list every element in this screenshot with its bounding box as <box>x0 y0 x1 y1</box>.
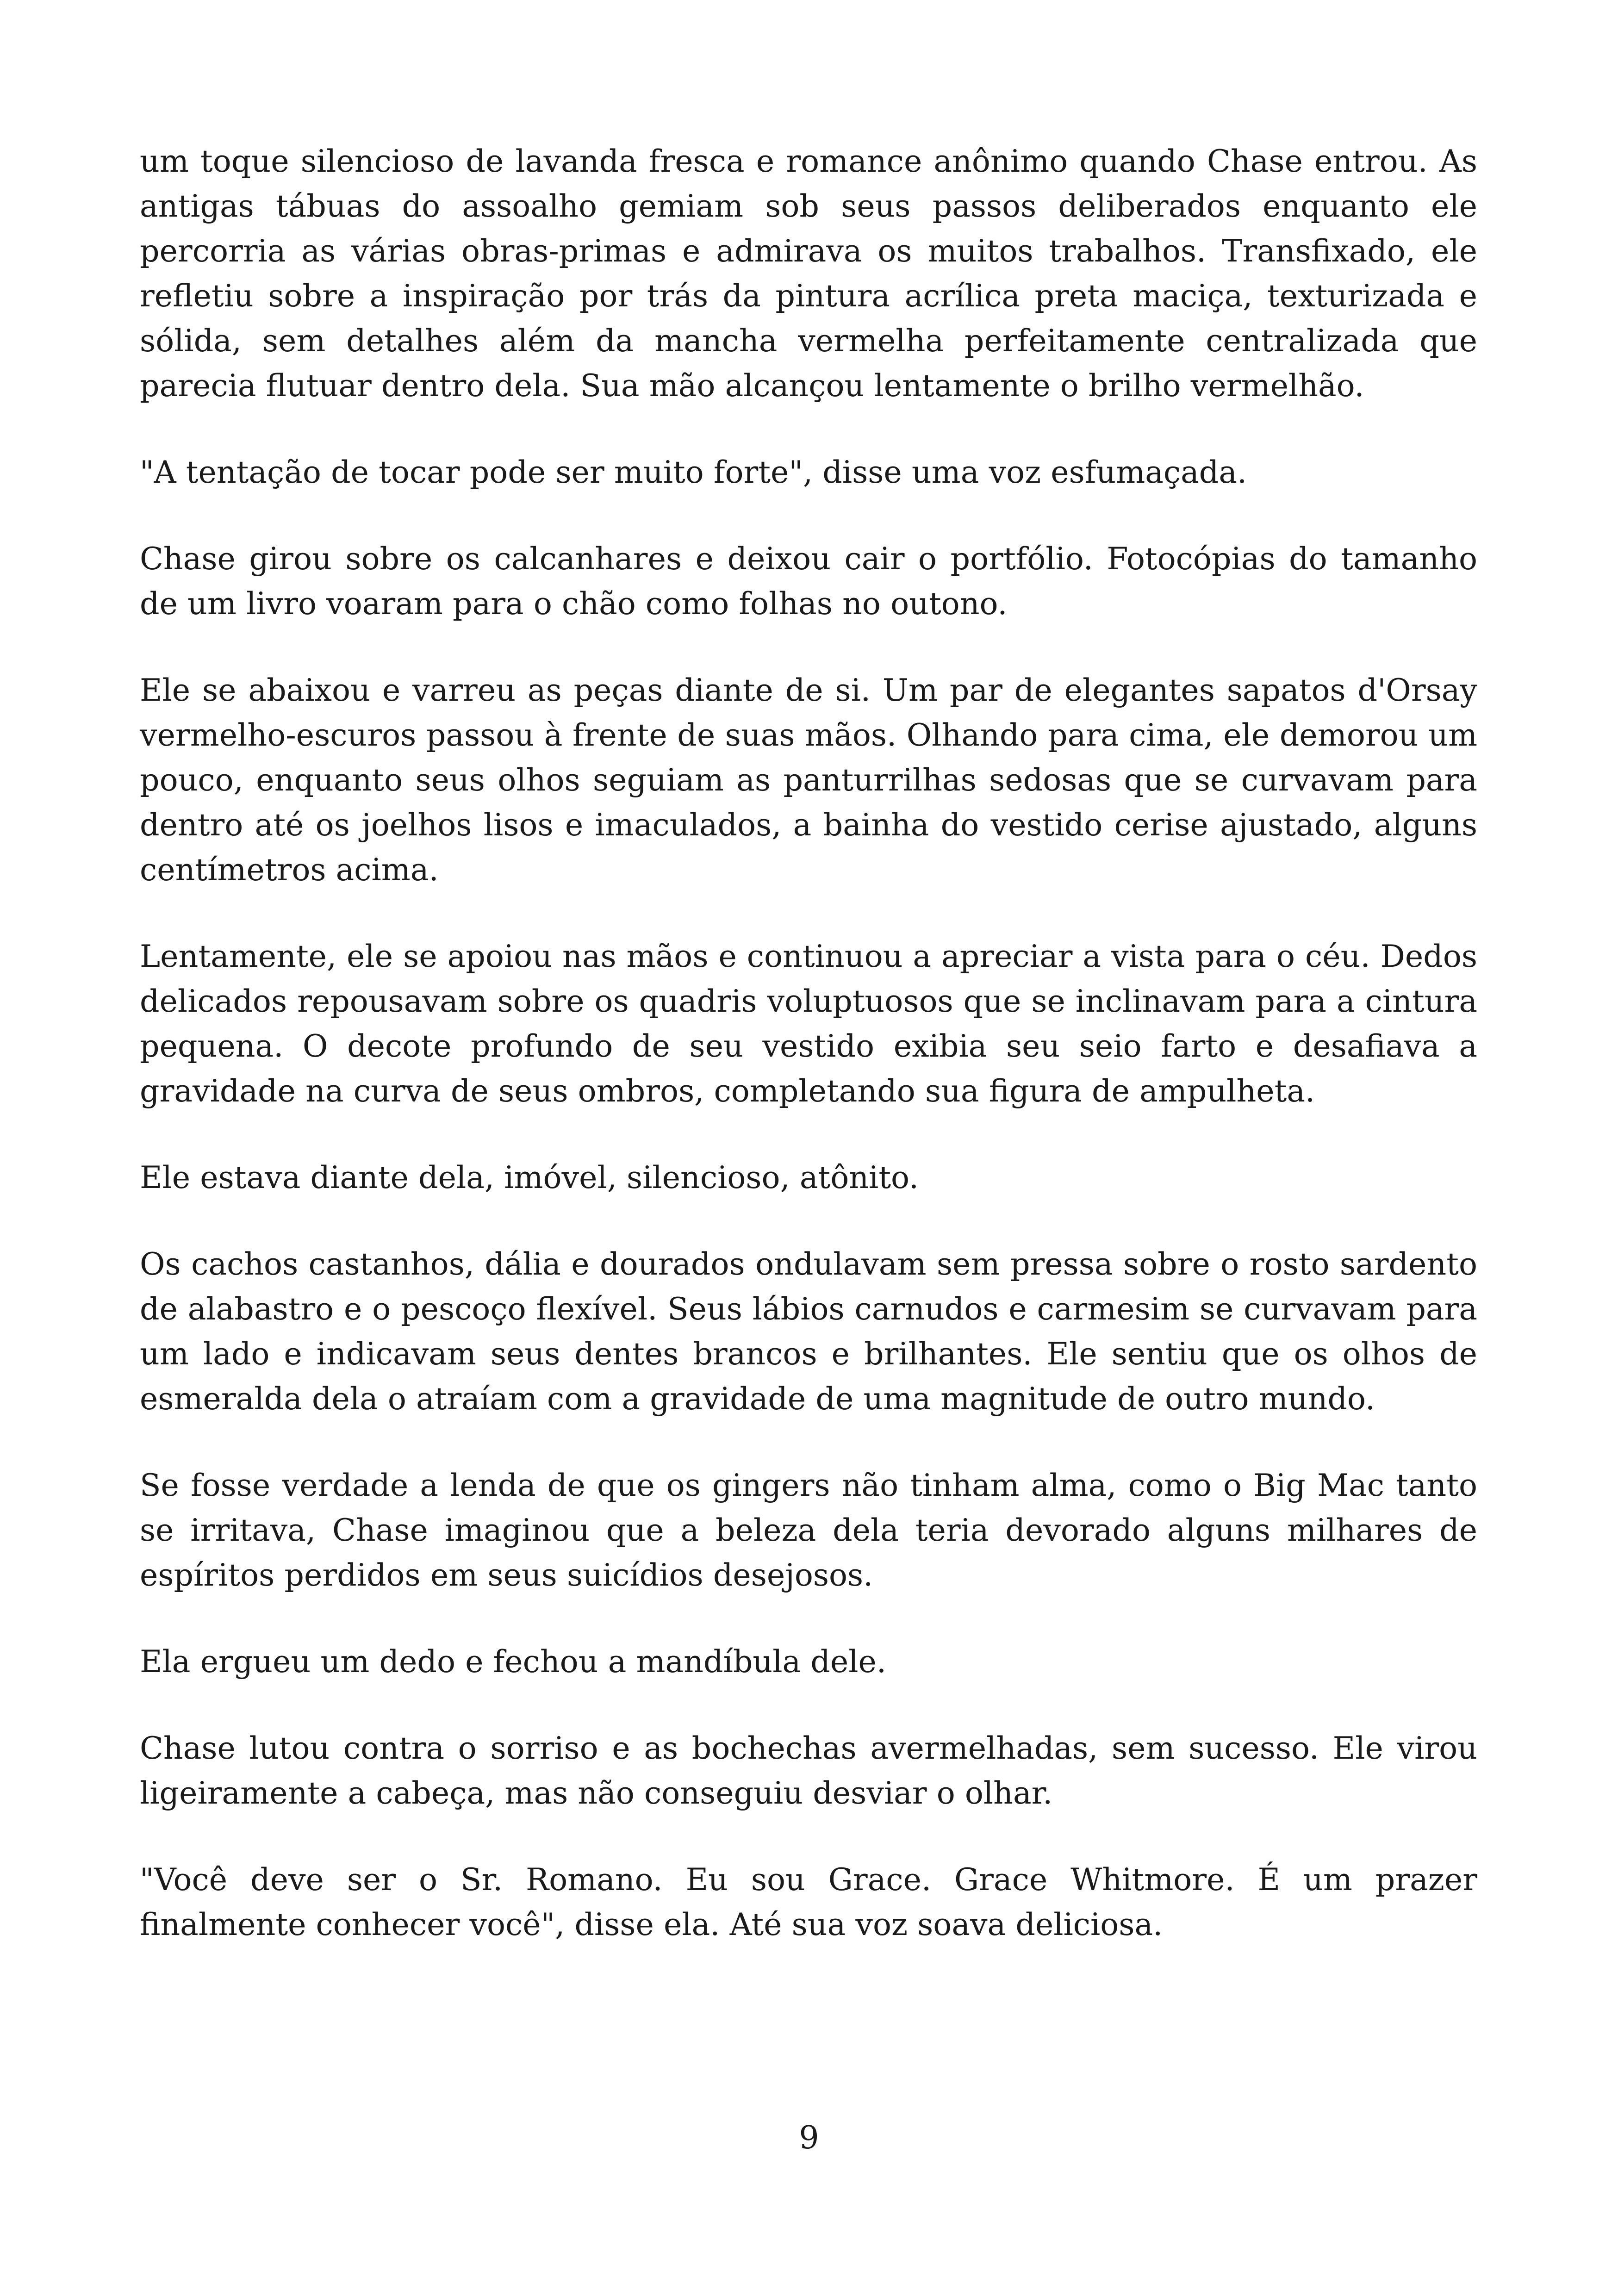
paragraph-5: Lentamente, ele se apoiou nas mãos e continuou a apreciar a vista para o céu. Dedos delicados repousavam sobre os quadris voluptuosos que se inclinavam para a cintura pequena. O decote profundo de seu vestido exibia seu seio farto e desafiava a gravidade na curva de seus ombros, completando sua figura de ampulheta. <box>140 938 1477 1109</box>
paragraph-2: "A tentação de tocar pode ser muito forte", disse uma voz esfumaçada. <box>140 454 1247 490</box>
body-text <box>140 139 1477 1989</box>
paragraph-10: Chase lutou contra o sorriso e as bochechas avermelhadas, sem sucesso. Ele virou ligeiramente a cabeça, mas não conseguiu desviar o olhar. <box>140 1730 1477 1811</box>
paragraph-3: Chase girou sobre os calcanhares e deixou cair o portfólio. Fotocópias do tamanho de um livro voaram para o chão como folhas no outono. <box>140 541 1477 622</box>
paragraph-11: "Você deve ser o Sr. Romano. Eu sou Grace. Grace Whitmore. É um prazer finalmente conhecer você", disse ela. Até sua voz soava deliciosa. <box>140 1861 1477 1942</box>
page-number: 9 <box>799 2120 819 2156</box>
paragraph-4: Ele se abaixou e varreu as peças diante de si. Um par de elegantes sapatos d'Orsay vermelho-escuros passou à frente de suas mãos. Olhando para cima, ele demorou um pouco, enquanto seus olhos seguiam as panturrilhas sedosas que se curvavam para dentro até os joelhos lisos e imaculados, a bainha do vestido cerise ajustado, alguns centímetros acima. <box>140 672 1477 888</box>
paragraph-9: Ela ergueu um dedo e fechou a mandíbula dele. <box>140 1643 886 1680</box>
paragraph-8: Se fosse verdade a lenda de que os gingers não tinham alma, como o Big Mac tanto se irritava, Chase imaginou que a beleza dela teria devorado alguns milhares de espíritos perdidos em seus suicídios desejosos. <box>140 1467 1477 1593</box>
paragraph-7: Os cachos castanhos, dália e dourados ondulavam sem pressa sobre o rosto sardento de alabastro e o pescoço flexível. Seus lábios carnudos e carmesim se curvavam para um lado e indicavam seus dentes brancos e brilhantes. Ele sentiu que os olhos de esmeralda dela o atraíam com a gravidade de uma magnitude de outro mundo. <box>140 1246 1477 1417</box>
paragraph-6: Ele estava diante dela, imóvel, silencioso, atônito. <box>140 1159 919 1195</box>
paragraph-1: um toque silencioso de lavanda fresca e romance anônimo quando Chase entrou. As antigas tábuas do assoalho gemiam sob seus passos deliberados enquanto ele percorria as várias obras-primas e admirava os muitos trabalhos. Transfixado, ele refletiu sobre a inspiração por trás da pintura acrílica preta maciça, texturizada e sólida, sem detalhes além da mancha vermelha perfeitamente centralizada que parecia flutuar dentro dela. Sua mão alcançou lentamente o brilho vermelhão. <box>140 143 1477 404</box>
